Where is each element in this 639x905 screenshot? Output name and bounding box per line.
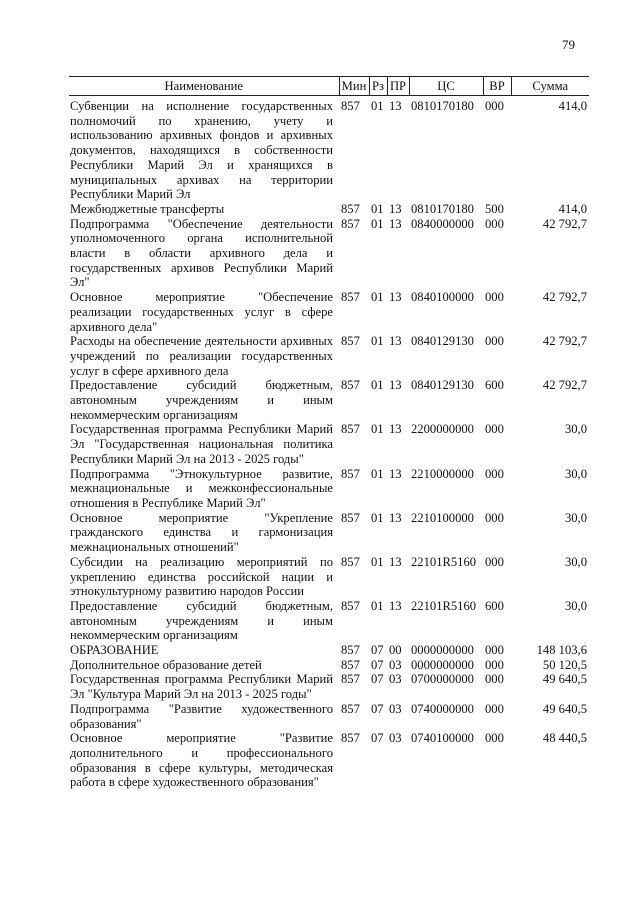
row-cs: 0740000000 (411, 701, 474, 716)
row-rz: 01 (371, 422, 384, 437)
row-rz: 01 (371, 598, 384, 613)
table-row (69, 290, 589, 334)
row-sum: 50 120,5 (542, 657, 587, 672)
row-vr: 000 (485, 216, 504, 231)
row-name: ОБРАЗОВАНИЕ (70, 643, 159, 658)
table-row (69, 511, 589, 555)
row-name: Дополнительное образование детей (70, 657, 262, 672)
row-min: 857 (341, 290, 360, 305)
row-cs: 0000000000 (411, 657, 474, 672)
row-rz: 07 (371, 657, 384, 672)
row-cs: 0000000000 (411, 643, 474, 658)
row-pr: 03 (389, 657, 402, 672)
row-rz: 01 (371, 554, 384, 569)
table-row (69, 643, 589, 658)
row-sum: 30,0 (564, 598, 587, 613)
table-row (69, 422, 589, 466)
row-pr: 03 (389, 701, 402, 716)
row-cs: 0810170180 (411, 99, 474, 113)
row-min: 857 (341, 731, 360, 746)
header-name: Наименование (69, 77, 339, 96)
row-vr: 000 (485, 554, 504, 569)
row-sum: 48 440,5 (542, 731, 587, 746)
row-pr: 13 (389, 378, 402, 393)
row-rz: 07 (371, 731, 384, 746)
row-sum: 414,0 (558, 99, 587, 113)
budget-table-container (69, 76, 589, 790)
row-vr: 500 (485, 201, 504, 216)
row-sum: 42 792,7 (542, 290, 587, 305)
row-rz: 01 (371, 216, 384, 231)
row-min: 857 (341, 701, 360, 716)
row-name: Основное мероприятие "Укрепление гражданского единства и гармонизация межнациональных отношений" (70, 510, 333, 555)
table-row (69, 731, 589, 790)
row-vr: 000 (485, 701, 504, 716)
row-min: 857 (341, 201, 360, 216)
row-min: 857 (341, 378, 360, 393)
row-cs: 0840129130 (411, 334, 474, 349)
row-name: Расходы на обеспечение деятельности архивных учреждений по реализации государственных услуг в сфере архивного дела (70, 334, 333, 378)
row-vr: 000 (485, 290, 504, 305)
row-vr: 000 (485, 99, 504, 113)
row-pr: 13 (389, 216, 402, 231)
row-vr: 000 (485, 731, 504, 746)
row-rz: 01 (371, 466, 384, 481)
row-min: 857 (341, 216, 360, 231)
row-cs: 2210100000 (411, 510, 474, 525)
row-cs: 22101R5160 (411, 598, 477, 613)
row-sum: 30,0 (564, 466, 587, 481)
row-vr: 000 (485, 334, 504, 349)
row-rz: 01 (371, 510, 384, 525)
row-pr: 13 (389, 290, 402, 305)
row-sum: 49 640,5 (542, 672, 587, 687)
row-cs: 0840000000 (411, 216, 474, 231)
row-sum: 42 792,7 (542, 334, 587, 349)
row-name: Государственная программа Республики Марий Эл "Государственная национальная политика Республики Марий Эл на 2013 - 2025 годы" (70, 422, 333, 466)
table-row (69, 599, 589, 643)
row-pr: 13 (389, 598, 402, 613)
row-min: 857 (341, 643, 360, 658)
row-cs: 0840129130 (411, 378, 474, 393)
row-cs: 0810170180 (411, 201, 474, 216)
row-vr: 000 (485, 422, 504, 437)
row-min: 857 (341, 99, 360, 113)
budget-table (69, 76, 589, 790)
row-cs: 0700000000 (411, 672, 474, 687)
row-rz: 01 (371, 378, 384, 393)
row-vr: 000 (485, 672, 504, 687)
row-sum: 42 792,7 (542, 216, 587, 231)
table-row (69, 378, 589, 422)
header-vr: ВР (483, 77, 511, 96)
table-header (69, 77, 589, 96)
row-pr: 13 (389, 554, 402, 569)
header-sum: Сумма (511, 77, 589, 96)
table-row (69, 334, 589, 378)
row-sum: 414,0 (558, 201, 587, 216)
row-name: Межбюджетные трансферты (70, 201, 225, 216)
header-cs: ЦС (409, 77, 483, 96)
row-rz: 01 (371, 290, 384, 305)
row-vr: 600 (485, 378, 504, 393)
table-row (69, 555, 589, 599)
table-row (69, 202, 589, 217)
table-row (69, 467, 589, 511)
row-sum: 49 640,5 (542, 701, 587, 716)
row-rz: 01 (371, 334, 384, 349)
row-min: 857 (341, 598, 360, 613)
row-vr: 000 (485, 466, 504, 481)
header-rz: Рз (369, 77, 387, 96)
row-name: Государственная программа Республики Марий Эл "Культура Марий Эл на 2013 - 2025 годы" (70, 672, 333, 702)
row-pr: 13 (389, 510, 402, 525)
page-number: 79 (562, 37, 575, 52)
row-sum: 30,0 (564, 554, 587, 569)
table-row (69, 658, 589, 673)
table-row (69, 217, 589, 291)
row-rz: 07 (371, 643, 384, 658)
row-rz: 07 (371, 701, 384, 716)
table-row (69, 702, 589, 731)
row-cs: 2210000000 (411, 466, 474, 481)
row-vr: 000 (485, 643, 504, 658)
row-rz: 01 (371, 201, 384, 216)
row-name: Основное мероприятие "Обеспечение реализации государственных услуг в сфере архивного дела" (70, 290, 333, 334)
row-pr: 03 (389, 672, 402, 687)
row-sum: 30,0 (564, 422, 587, 437)
row-min: 857 (341, 554, 360, 569)
row-pr: 13 (389, 99, 402, 113)
row-vr: 000 (485, 657, 504, 672)
row-name: Предоставление субсидий бюджетным, автономным учреждениям и иным некоммерческим организациям (70, 598, 333, 643)
row-vr: 600 (485, 598, 504, 613)
row-pr: 13 (389, 466, 402, 481)
row-pr: 13 (389, 201, 402, 216)
row-sum: 30,0 (564, 510, 587, 525)
row-rz: 07 (371, 672, 384, 687)
row-sum: 148 103,6 (536, 643, 587, 658)
header-row (69, 77, 589, 96)
row-name: Подпрограмма "Развитие художественного образования" (70, 701, 333, 731)
table-row (69, 672, 589, 701)
table-row (69, 96, 589, 202)
row-name: Подпрограмма "Обеспечение деятельности уполномоченного органа исполнительной власти в области архивного дела и государственных архивов Республики Марий Эл" (70, 216, 333, 290)
row-min: 857 (341, 422, 360, 437)
row-name: Субсидии на реализацию мероприятий по укреплению единства российской нации и этнокультурному развитию народов России (70, 554, 333, 599)
table-body (69, 96, 589, 791)
row-min: 857 (341, 510, 360, 525)
row-name: Основное мероприятие "Развитие дополнительного и профессионального образования в сфере культуры, методическая работа в сфере художественного образования" (70, 731, 333, 790)
row-min: 857 (341, 334, 360, 349)
row-sum: 42 792,7 (542, 378, 587, 393)
row-cs: 22101R5160 (411, 554, 477, 569)
header-pr: ПР (387, 77, 409, 96)
row-pr: 13 (389, 334, 402, 349)
row-name: Субвенции на исполнение государственных полномочий по хранению, учету и использованию архивных фондов и архивных документов, находящихся в собственности Республики Марий Эл и хранящихся в муниципальных архивах на территории Республики Марий Эл (70, 99, 333, 202)
row-pr: 00 (389, 643, 402, 658)
row-rz: 01 (371, 99, 384, 113)
row-pr: 13 (389, 422, 402, 437)
row-pr: 03 (389, 731, 402, 746)
row-vr: 000 (485, 510, 504, 525)
row-min: 857 (341, 657, 360, 672)
row-cs: 2200000000 (411, 422, 474, 437)
row-name: Предоставление субсидий бюджетным, автономным учреждениям и иным некоммерческим организациям (70, 378, 333, 422)
row-cs: 0840100000 (411, 290, 474, 305)
row-name: Подпрограмма "Этнокультурное развитие, межнациональные и межконфессиональные отношения в Республике Марий Эл" (70, 466, 333, 510)
row-min: 857 (341, 672, 360, 687)
header-min: Мин (339, 77, 369, 96)
row-cs: 0740100000 (411, 731, 474, 746)
row-min: 857 (341, 466, 360, 481)
